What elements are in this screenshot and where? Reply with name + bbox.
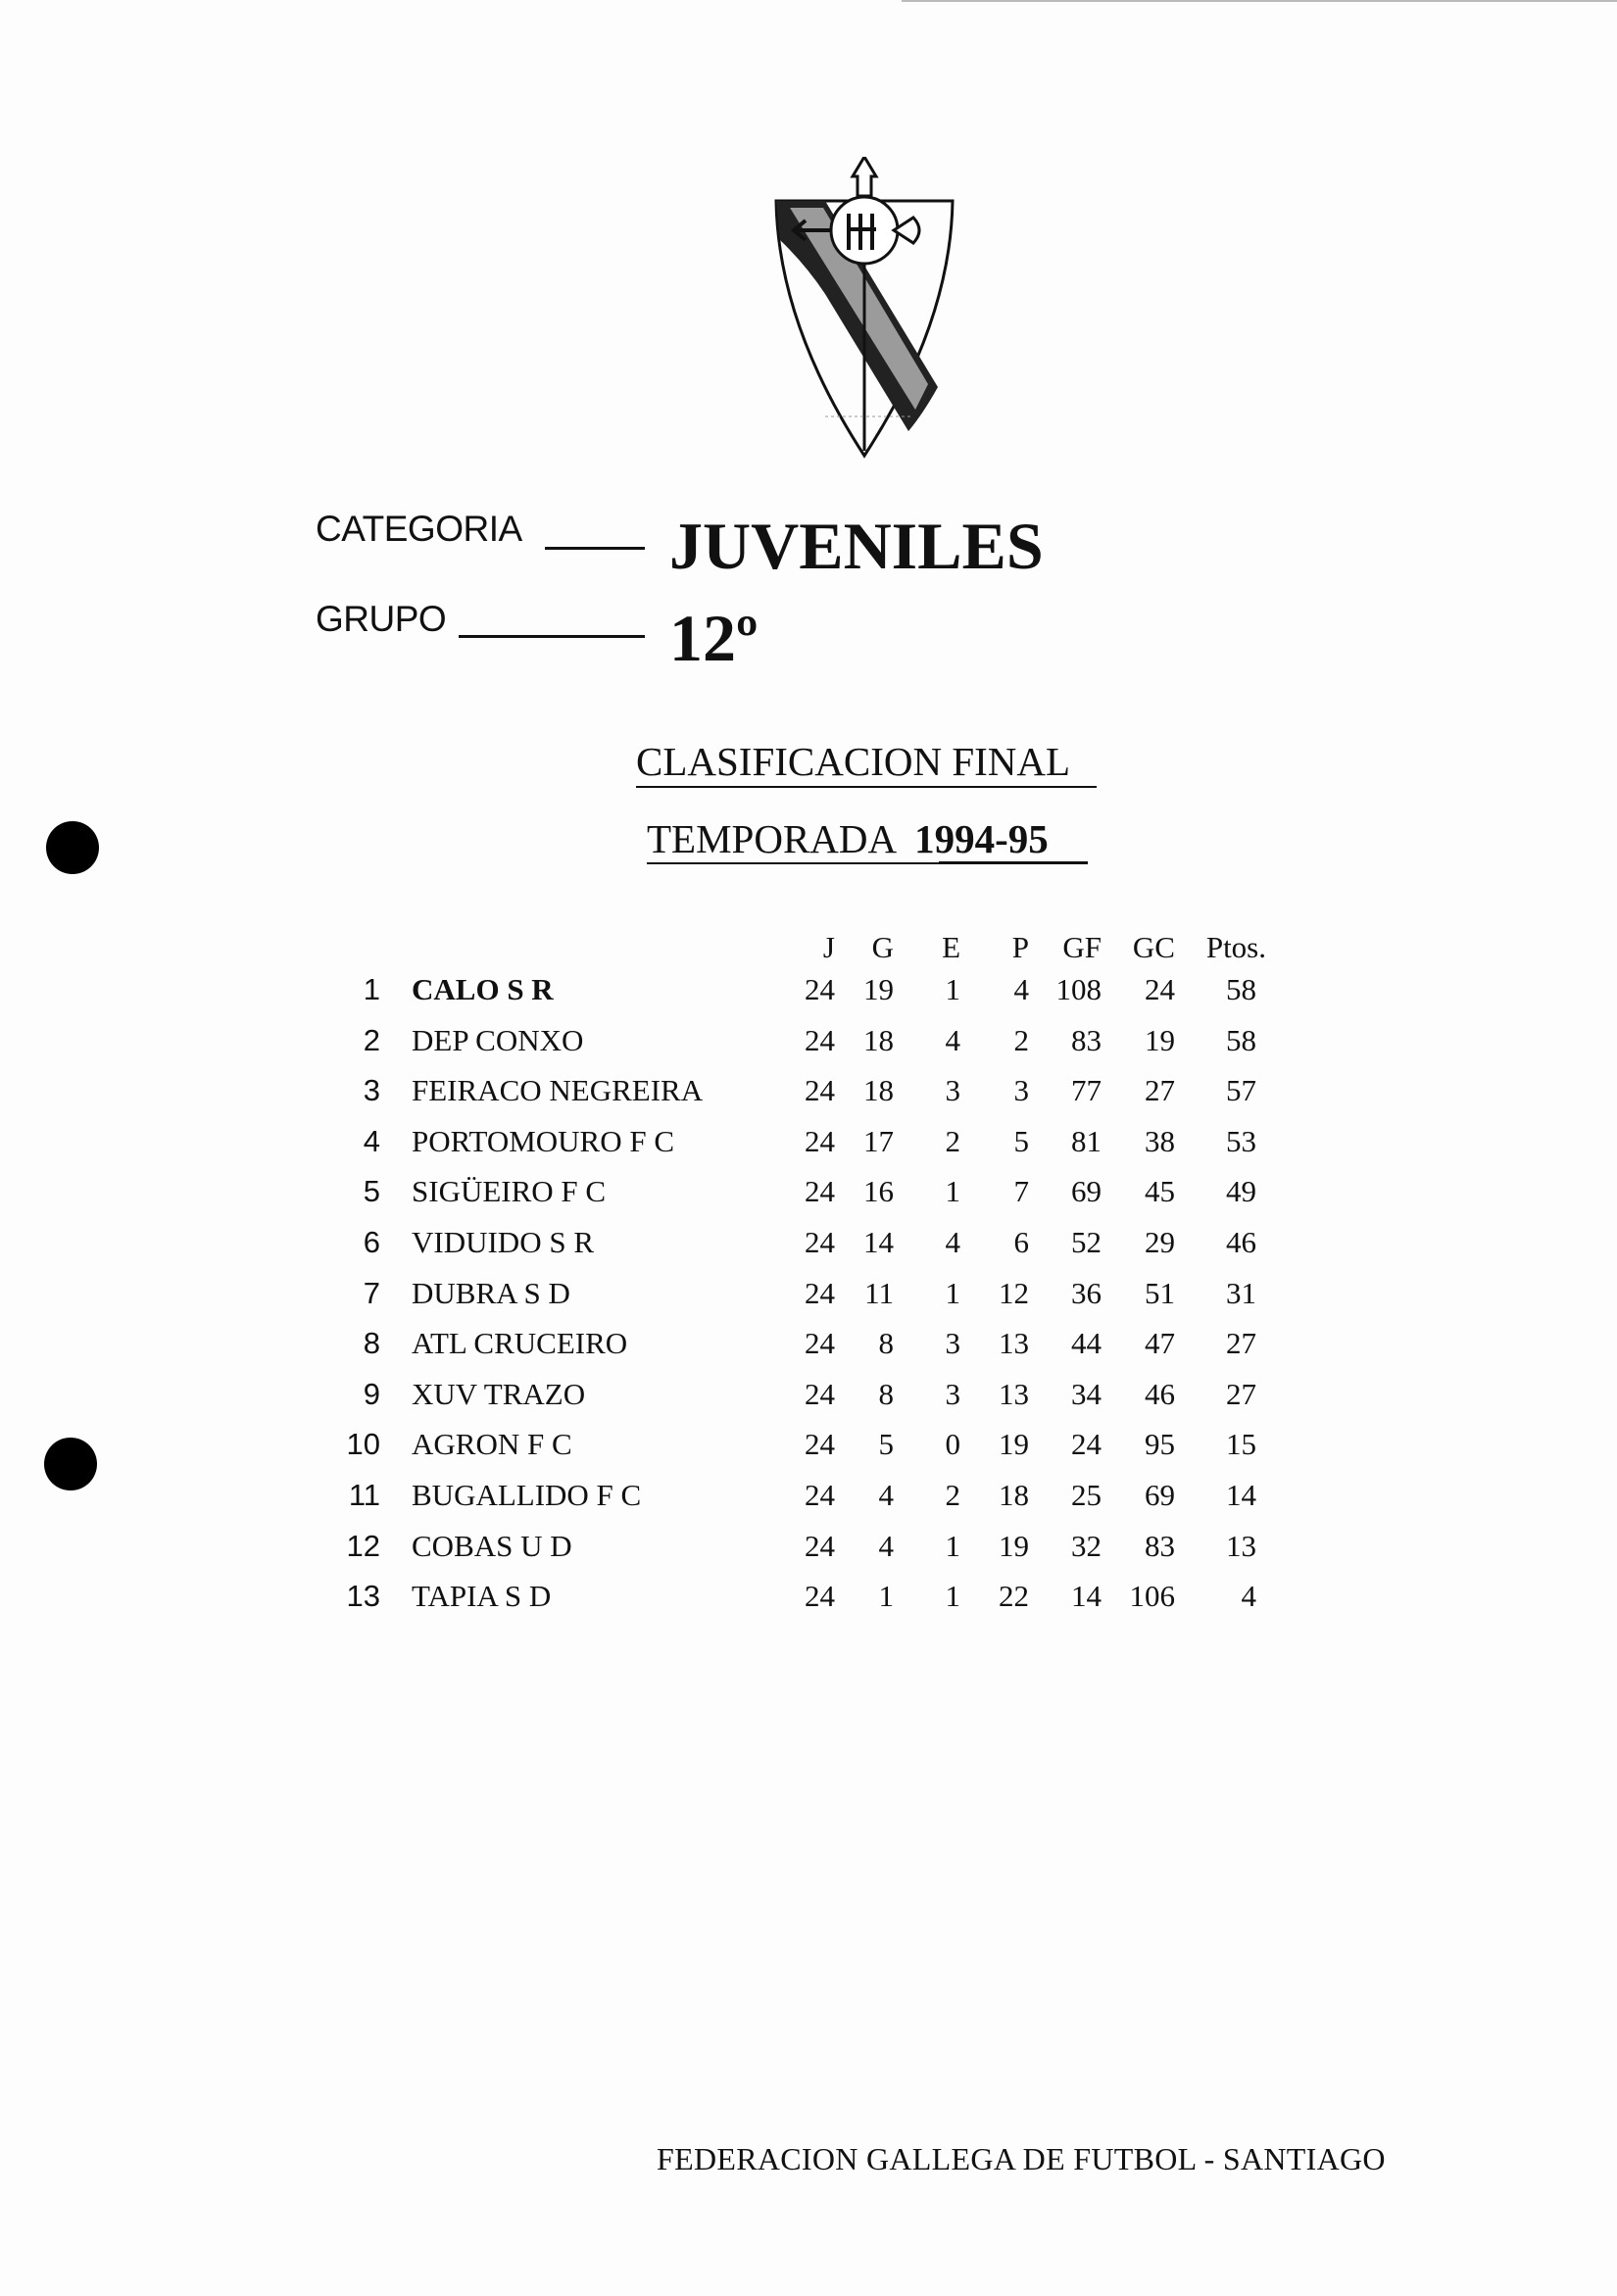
row-ptos: 46 bbox=[1226, 1225, 1256, 1259]
row-j: 24 bbox=[805, 1427, 835, 1461]
title-temporada bbox=[647, 815, 1049, 862]
row-g: 17 bbox=[863, 1124, 894, 1158]
row-p: 4 bbox=[1013, 972, 1029, 1006]
row-gc: 106 bbox=[1129, 1579, 1175, 1613]
row-team-name: PORTOMOURO F C bbox=[412, 1124, 675, 1158]
row-e: 2 bbox=[945, 1478, 960, 1512]
row-position: 13 bbox=[346, 1579, 380, 1613]
row-ptos: 57 bbox=[1226, 1073, 1256, 1107]
row-gc: 51 bbox=[1145, 1276, 1175, 1310]
row-gc: 45 bbox=[1145, 1174, 1175, 1208]
row-p: 2 bbox=[1013, 1023, 1029, 1057]
row-e: 2 bbox=[945, 1124, 960, 1158]
temporada-season: 1994-95 bbox=[914, 816, 1049, 861]
row-g: 18 bbox=[863, 1023, 894, 1057]
row-position: 8 bbox=[363, 1326, 380, 1360]
row-j: 24 bbox=[805, 1174, 835, 1208]
row-ptos: 53 bbox=[1226, 1124, 1256, 1158]
column-header-gf: GF bbox=[1062, 930, 1102, 964]
column-header-e: E bbox=[942, 930, 960, 964]
row-e: 3 bbox=[945, 1073, 960, 1107]
row-e: 1 bbox=[945, 1174, 960, 1208]
row-gf: 34 bbox=[1071, 1377, 1102, 1411]
row-g: 5 bbox=[878, 1427, 894, 1461]
row-team-name: ATL CRUCEIRO bbox=[412, 1326, 628, 1360]
row-gf: 25 bbox=[1071, 1478, 1102, 1512]
row-gf: 14 bbox=[1071, 1579, 1102, 1613]
row-g: 8 bbox=[878, 1377, 894, 1411]
title-clasificacion: CLASIFICACION FINAL bbox=[636, 739, 1071, 784]
punch-hole-top bbox=[46, 821, 99, 874]
row-g: 16 bbox=[863, 1174, 894, 1208]
row-position: 1 bbox=[363, 972, 380, 1006]
row-j: 24 bbox=[805, 1023, 835, 1057]
row-gf: 108 bbox=[1055, 972, 1102, 1006]
row-gc: 69 bbox=[1145, 1478, 1175, 1512]
row-j: 24 bbox=[805, 1326, 835, 1360]
row-gf: 77 bbox=[1071, 1073, 1102, 1107]
row-j: 24 bbox=[805, 1529, 835, 1563]
row-e: 1 bbox=[945, 1529, 960, 1563]
row-p: 19 bbox=[999, 1427, 1029, 1461]
row-position: 11 bbox=[348, 1478, 380, 1512]
row-gc: 38 bbox=[1145, 1124, 1175, 1158]
row-position: 3 bbox=[363, 1073, 380, 1107]
row-j: 24 bbox=[805, 1579, 835, 1613]
grupo-fill-line bbox=[459, 635, 645, 638]
row-gf: 44 bbox=[1071, 1326, 1102, 1360]
row-p: 12 bbox=[999, 1276, 1029, 1310]
row-team-name: CALO S R bbox=[412, 972, 554, 1006]
row-position: 6 bbox=[363, 1225, 380, 1259]
row-gc: 95 bbox=[1145, 1427, 1175, 1461]
row-j: 24 bbox=[805, 1124, 835, 1158]
row-team-name: XUV TRAZO bbox=[412, 1377, 586, 1411]
row-team-name: COBAS U D bbox=[412, 1529, 572, 1563]
row-e: 3 bbox=[945, 1377, 960, 1411]
row-gc: 83 bbox=[1145, 1529, 1175, 1563]
row-ptos: 14 bbox=[1226, 1478, 1256, 1512]
column-header-ptos: Ptos. bbox=[1205, 930, 1266, 964]
row-p: 6 bbox=[1013, 1225, 1029, 1259]
row-gc: 19 bbox=[1145, 1023, 1175, 1057]
row-ptos: 49 bbox=[1226, 1174, 1256, 1208]
row-p: 19 bbox=[999, 1529, 1029, 1563]
row-ptos: 27 bbox=[1226, 1377, 1256, 1411]
row-g: 19 bbox=[863, 972, 894, 1006]
row-gf: 52 bbox=[1071, 1225, 1102, 1259]
row-e: 3 bbox=[945, 1326, 960, 1360]
row-p: 13 bbox=[999, 1326, 1029, 1360]
row-ptos: 31 bbox=[1226, 1276, 1256, 1310]
categoria-fill-line bbox=[545, 547, 645, 550]
row-e: 1 bbox=[945, 1579, 960, 1613]
row-e: 1 bbox=[945, 972, 960, 1006]
row-g: 4 bbox=[878, 1478, 894, 1512]
title-underline bbox=[636, 786, 1097, 788]
row-gf: 24 bbox=[1071, 1427, 1102, 1461]
row-j: 24 bbox=[805, 1478, 835, 1512]
row-position: 2 bbox=[363, 1023, 380, 1057]
row-e: 0 bbox=[945, 1427, 960, 1461]
row-ptos: 58 bbox=[1226, 1023, 1256, 1057]
row-team-name: DEP CONXO bbox=[412, 1023, 584, 1057]
categoria-value: JUVENILES bbox=[669, 509, 1044, 583]
row-team-name: BUGALLIDO F C bbox=[412, 1478, 642, 1512]
row-gf: 36 bbox=[1071, 1276, 1102, 1310]
row-p: 13 bbox=[999, 1377, 1029, 1411]
row-g: 11 bbox=[864, 1276, 894, 1310]
row-position: 12 bbox=[346, 1529, 380, 1563]
row-g: 1 bbox=[878, 1579, 894, 1613]
row-gc: 46 bbox=[1145, 1377, 1175, 1411]
categoria-label: CATEGORIA bbox=[316, 509, 522, 549]
row-ptos: 4 bbox=[1241, 1579, 1256, 1613]
row-ptos: 15 bbox=[1226, 1427, 1256, 1461]
page-top-edge-line bbox=[902, 0, 1617, 2]
row-g: 14 bbox=[863, 1225, 894, 1259]
column-header-gc: GC bbox=[1132, 930, 1175, 964]
row-p: 3 bbox=[1013, 1073, 1029, 1107]
row-team-name: DUBRA S D bbox=[412, 1276, 570, 1310]
row-ptos: 27 bbox=[1226, 1326, 1256, 1360]
grupo-label: GRUPO bbox=[316, 599, 447, 639]
row-g: 8 bbox=[878, 1326, 894, 1360]
row-team-name: TAPIA S D bbox=[412, 1579, 552, 1613]
row-ptos: 58 bbox=[1226, 972, 1256, 1006]
row-p: 22 bbox=[999, 1579, 1029, 1613]
row-p: 5 bbox=[1013, 1124, 1029, 1158]
row-j: 24 bbox=[805, 972, 835, 1006]
row-team-name: AGRON F C bbox=[412, 1427, 572, 1461]
row-gf: 83 bbox=[1071, 1023, 1102, 1057]
row-gf: 32 bbox=[1071, 1529, 1102, 1563]
row-j: 24 bbox=[805, 1073, 835, 1107]
row-position: 9 bbox=[363, 1377, 380, 1411]
row-gc: 29 bbox=[1145, 1225, 1175, 1259]
footer-federation: FEDERACION GALLEGA DE FUTBOL - SANTIAGO bbox=[657, 2141, 1386, 2176]
row-p: 18 bbox=[999, 1478, 1029, 1512]
row-gf: 81 bbox=[1071, 1124, 1102, 1158]
temporada-underline bbox=[647, 862, 939, 864]
row-j: 24 bbox=[805, 1377, 835, 1411]
row-e: 1 bbox=[945, 1276, 960, 1310]
row-gc: 27 bbox=[1145, 1073, 1175, 1107]
row-gc: 47 bbox=[1145, 1326, 1175, 1360]
row-team-name: SIGÜEIRO F C bbox=[412, 1174, 607, 1208]
row-position: 5 bbox=[363, 1174, 380, 1208]
row-j: 24 bbox=[805, 1225, 835, 1259]
row-e: 4 bbox=[945, 1023, 960, 1057]
federation-crest-logo bbox=[766, 157, 962, 470]
row-j: 24 bbox=[805, 1276, 835, 1310]
column-header-j: J bbox=[822, 930, 835, 964]
punch-hole-bottom bbox=[44, 1438, 97, 1490]
row-ptos: 13 bbox=[1226, 1529, 1256, 1563]
row-position: 4 bbox=[363, 1124, 380, 1158]
row-team-name: VIDUIDO S R bbox=[412, 1225, 594, 1259]
season-underline bbox=[939, 861, 1088, 864]
row-g: 4 bbox=[878, 1529, 894, 1563]
row-e: 4 bbox=[945, 1225, 960, 1259]
row-team-name: FEIRACO NEGREIRA bbox=[412, 1073, 704, 1107]
column-header-g: G bbox=[871, 930, 894, 964]
temporada-prefix: TEMPORADA bbox=[647, 816, 895, 861]
row-gf: 69 bbox=[1071, 1174, 1102, 1208]
row-g: 18 bbox=[863, 1073, 894, 1107]
column-header-p: P bbox=[1011, 930, 1029, 964]
row-position: 10 bbox=[346, 1427, 380, 1461]
row-position: 7 bbox=[363, 1276, 380, 1310]
row-gc: 24 bbox=[1145, 972, 1175, 1006]
row-p: 7 bbox=[1013, 1174, 1029, 1208]
grupo-value: 12º bbox=[669, 601, 759, 675]
